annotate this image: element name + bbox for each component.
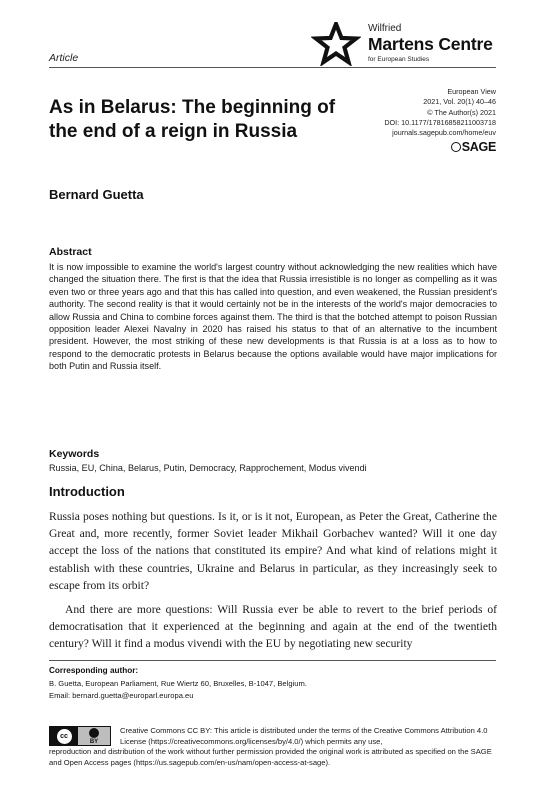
journal-volume: 2021, Vol. 20(1) 40–46 xyxy=(423,97,496,107)
cc-icon: cc xyxy=(57,729,72,744)
journal-doi[interactable]: DOI: 10.1177/17816858211003718 xyxy=(384,117,496,127)
corresponding-author-details xyxy=(49,678,497,702)
by-label: BY xyxy=(89,738,99,745)
corresponding-email[interactable]: Email: bernard.guetta@europarl.europa.eu xyxy=(49,691,194,700)
introduction-paragraph-2: And there are more questions: Will Russia ever be able to revert to the brief periods of democratisation that it experienced at the beginning and again at the end of the twentieth century? Will it find a modus vivendi with the EU by negotiating new security xyxy=(49,603,497,651)
license-text-line-1: Creative Commons CC BY: This article is distributed under the terms of the Creative Commons Attribution 4.0 License (https://creativecommons.org/licenses/by/4.0/) which permits any use, xyxy=(120,726,488,746)
journal-name: European View xyxy=(447,87,496,96)
sage-ring-icon xyxy=(451,142,461,152)
introduction-heading: Introduction xyxy=(49,484,125,499)
header-divider xyxy=(49,67,496,68)
star-icon xyxy=(311,22,361,66)
corresponding-author-heading: Corresponding author: xyxy=(49,666,139,675)
corresponding-address: B. Guetta, European Parliament, Rue Wiertz 60, Bruxelles, B-1047, Belgium. xyxy=(49,679,307,688)
abstract-text: It is now impossible to examine the world's largest country without acknowledging the new realities which have changed the situation there. The first is that the idea that Russia irresistible is no longer as compelling as it was even two or three years ago and that this has called into question, and even weakened, the Russian president's authority. The second reality is that it would certainly not be in the interests of the world's major democracies to allow Russia and China to combine forces against them. The third is that the botched attempt to poison Russian opposition leader Alexei Navalny in 2020 has raised his status to that of an alternative to the incumbent president. However, the most striking of these new developments is that Russia is at a loss as to how to respond to the democratic protests in Belarus because the options available would have major implications for both Putin and Russia itself. xyxy=(49,262,497,372)
article-title: As in Belarus: The beginning of the end of a reign in Russia xyxy=(49,97,336,142)
article-type-label: Article xyxy=(49,52,79,64)
keywords-text: Russia, EU, China, Belarus, Putin, Democracy, Rapprochement, Modus vivendi xyxy=(49,463,367,473)
martens-centre-logo xyxy=(311,20,511,66)
cc-by-badge[interactable] xyxy=(49,726,111,746)
logo-main-text: Martens Centre xyxy=(368,34,493,54)
author-name: Bernard Guetta xyxy=(49,187,144,202)
logo-top-text: Wilfried xyxy=(368,23,402,34)
person-icon xyxy=(89,728,99,738)
sage-logo-text: SAGE xyxy=(461,140,496,154)
sage-logo xyxy=(451,140,496,154)
keywords-heading: Keywords xyxy=(49,448,100,460)
introduction-paragraph-1: Russia poses nothing but questions. Is it, or is it not, European, as Peter the Great, Catherine the Great and, more recently, former Soviet leader Mikhail Gorbachev wanted? Will it one day accept the loss of the nations that constituted its empire? And what kind of relations might it establish with these countries, Ukraine and Belarus in particular, as they increasingly seek to escape from its orbit? xyxy=(49,510,497,592)
license-text-line-2: reproduction and distribution of the work without further permission provided the original work is attributed as specified on the SAGE and Open Access pages (https://us.sagepub.com/en-us/nam/open-access-at-sage). xyxy=(49,747,492,767)
abstract-heading: Abstract xyxy=(49,246,92,258)
journal-url[interactable]: journals.sagepub.com/home/euv xyxy=(392,128,496,138)
footer-divider xyxy=(49,660,496,661)
logo-sub-text: for European Studies xyxy=(368,56,430,63)
journal-copyright: © The Author(s) 2021 xyxy=(427,107,496,117)
